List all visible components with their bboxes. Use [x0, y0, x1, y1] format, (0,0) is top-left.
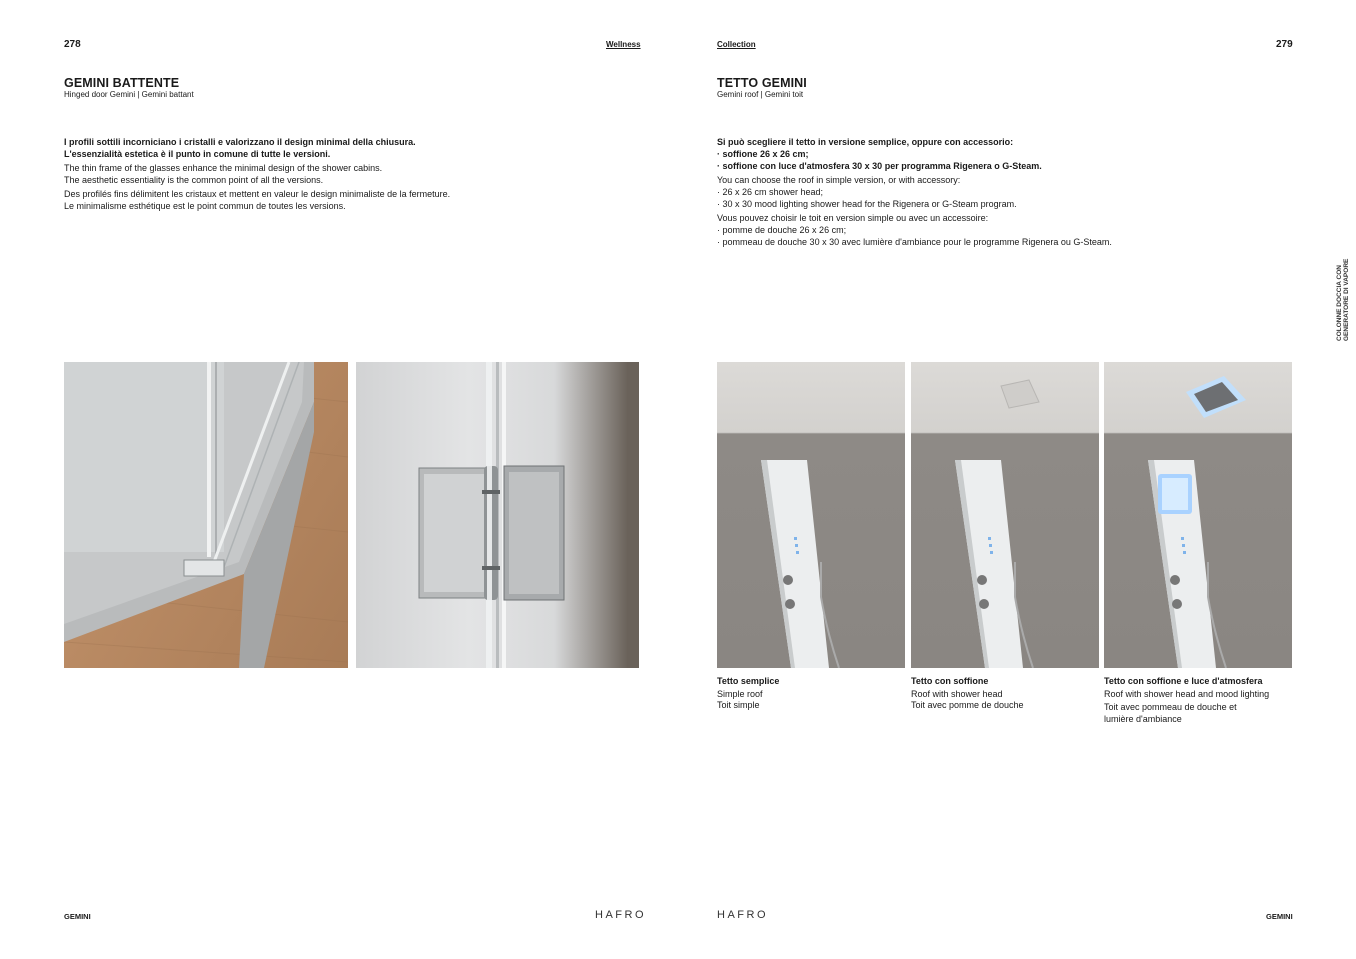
caption-it: Tetto con soffione	[911, 676, 989, 686]
caption-en: Simple roof	[717, 688, 763, 699]
hafro-logo-right: HAFRO	[717, 909, 768, 921]
caption-en: Roof with shower head	[911, 688, 1003, 699]
photo-tray-corner	[64, 362, 348, 668]
page-title-left: GEMINI BATTENTE	[64, 76, 180, 90]
page-subtitle-left: Hinged door Gemini | Gemini battant	[64, 90, 194, 99]
caption-en: Roof with shower head and mood lighting	[1104, 688, 1270, 699]
intro-it-line: · soffione con luce d'atmosfera 30 x 30 per programma Rigenera o G-Steam.	[717, 161, 1042, 171]
hafro-logo-left: HAFRO	[595, 909, 646, 921]
intro-en-line: The aesthetic essentiality is the common point of all the versions.	[64, 175, 324, 185]
section-link-collection[interactable]: Collection	[717, 40, 756, 49]
footer-label-right: GEMINI	[1266, 912, 1293, 921]
page-number-left: 278	[64, 39, 81, 50]
caption-fr: Toit simple	[717, 700, 760, 710]
intro-en-line: The thin frame of the glasses enhance the minimal design of the shower cabins.	[64, 163, 383, 173]
intro-it-line: I profili sottili incorniciano i cristalli e valorizzano il design minimal della chiusura.	[64, 137, 416, 147]
intro-it-line: · soffione 26 x 26 cm;	[717, 149, 809, 159]
photo-roof-shower-head	[911, 362, 1099, 668]
photo-simple-roof	[717, 362, 905, 668]
intro-en-line: You can choose the roof in simple version, or with accessory:	[717, 175, 961, 185]
caption-fr: Toit avec pommeau de douche et	[1104, 702, 1237, 712]
side-tab-line: GENERATORE DI VAPORE	[1343, 258, 1350, 341]
page-subtitle-right: Gemini roof | Gemini toit	[717, 90, 804, 99]
photo-hinge	[356, 362, 639, 668]
caption-roof-shower-head	[911, 676, 1099, 712]
side-tab-line: COLONNE DOCCIA CON	[1336, 265, 1343, 341]
intro-fr-line: Vous pouvez choisir le toit en version simple ou avec un accessoire:	[717, 213, 989, 223]
intro-en-line: · 26 x 26 cm shower head;	[717, 187, 824, 197]
caption-fr: lumière d'ambiance	[1104, 713, 1182, 724]
page-number-right: 279	[1276, 39, 1293, 50]
caption-it: Tetto semplice	[717, 676, 780, 686]
caption-roof-mood-lighting	[1104, 676, 1292, 725]
side-tab-category	[1336, 259, 1350, 341]
page-title-right: TETTO GEMINI	[717, 76, 807, 90]
intro-fr-line: Des profilés fins délimitent les cristaux et mettent en valeur le design minimaliste de la fermeture.	[64, 189, 451, 199]
intro-en-line: · 30 x 30 mood lighting shower head for the Rigenera or G-Steam program.	[717, 199, 1017, 209]
caption-it: Tetto con soffione e luce d'atmosfera	[1104, 676, 1263, 686]
intro-fr-line: Le minimalisme esthétique est le point commun de toutes les versions.	[64, 201, 346, 211]
intro-fr-line: · pommeau de douche 30 x 30 avec lumière d'ambiance pour le programme Rigenera ou G-Steam.	[717, 237, 1112, 247]
caption-fr: Toit avec pomme de douche	[911, 700, 1024, 710]
intro-text-right	[717, 136, 1277, 248]
photo-roof-mood-lighting	[1104, 362, 1292, 668]
intro-it-line: Si può scegliere il tetto in versione semplice, oppure con accessorio:	[717, 137, 1014, 147]
caption-simple-roof	[717, 676, 905, 712]
section-link-wellness[interactable]: Wellness	[606, 40, 641, 49]
intro-text-left	[64, 136, 624, 212]
intro-fr-line: · pomme de douche 26 x 26 cm;	[717, 225, 847, 235]
intro-it-line: L'essenzialità estetica è il punto in comune di tutte le versioni.	[64, 149, 331, 159]
footer-label-left: GEMINI	[64, 912, 91, 921]
